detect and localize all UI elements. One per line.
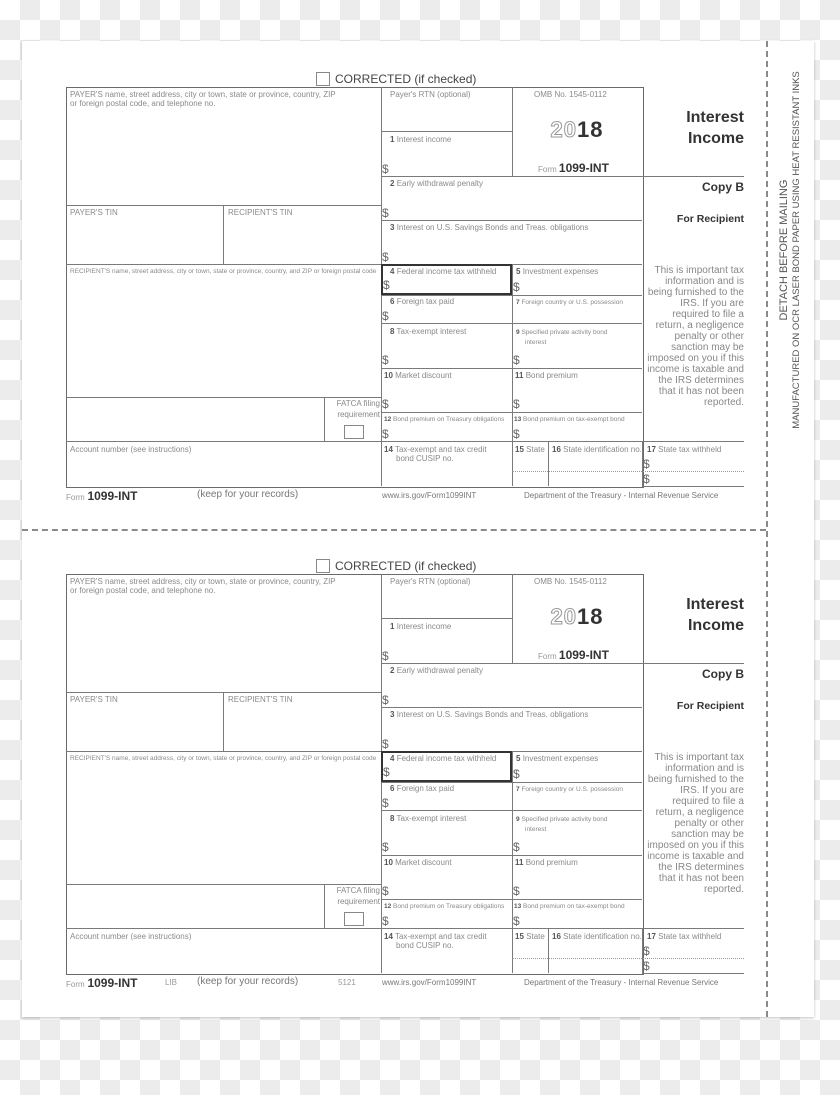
box11-bond-premium[interactable]: 11 Bond premium — [515, 371, 578, 380]
box17-state-tax[interactable]: 17 State tax withheld — [647, 932, 722, 941]
footer-keep-note: (keep for your records) — [197, 976, 299, 987]
box5-investment-expenses[interactable]: 5 Investment expenses — [516, 754, 599, 763]
box8-tax-exempt[interactable]: 8 Tax-exempt interest — [390, 327, 467, 336]
for-recipient-label: For Recipient — [676, 213, 744, 225]
footer-form-name: Form 1099-INT — [66, 489, 138, 503]
tax-year: 2018 — [550, 604, 604, 629]
form-copy-top: CORRECTED (if checked) PAYER'S name, street address, city or town, state or province, country, ZIP or foreign postal code, and telephone no. PAYER'S TIN RECIPIENT'S TIN RECIPIENT'S name, street address, city or town, state or province, country, and ZIP or foreign postal code FATCA filing requirement Account number (see instructions) Payer's RTN (optional) OMB No. 1545-0112 2018 Form 1099-INT Interest Income Copy B For Recipient This is important tax information and is being furnished to the IRS. If you are required to file a return, a negligence penalty or other sanction may be imposed on you if this income is taxable and the IRS determines that it has not been reported. 1 Interest income $ 2 Early withdrawal penalty $ 3 Interest on U.S. Savings Bonds and Treas. obligations $ 4 Federal income tax withheld $ 5 Investment expenses $ 6 Foreign tax paid $ 7 Foreign country or U.S. possession 8 Tax-exempt interest $ 9 Specified private activity bond interest $ 10 Market discount $ 11 Bond premium $ 12 Bond premium on Treasury obligations $ 13 Bond premium on tax-exempt bond $ 14 Tax-exempt and tax credit bond CUSIP no. 15 State 16 State identification no. 17 State tax withheld $ $ Form 1099-INT (keep for your records) www.irs.gov/Form1099INT Department of the Treasury - Internal Revenue Service — [66, 72, 744, 503]
fatca-checkbox[interactable] — [344, 912, 364, 926]
payer-rtn-field[interactable]: Payer's RTN (optional) — [390, 90, 471, 99]
recipient-name-field[interactable]: RECIPIENT'S name, street address, city or town, state or province, country, and ZIP or foreign postal code — [70, 268, 377, 275]
box4-federal-withheld[interactable]: 4 Federal income tax withheld — [390, 754, 497, 763]
form-name: Form 1099-INT — [538, 648, 609, 662]
payer-name-field[interactable]: PAYER'S name, street address, city or town, state or province, country, ZIP or foreign postal code, and telephone no. — [70, 90, 336, 108]
box3-savings-bonds[interactable]: 3 Interest on U.S. Savings Bonds and Treas. obligations — [390, 223, 589, 232]
box15-state[interactable]: 15 State — [515, 932, 545, 941]
box14-cusip[interactable]: 14 Tax-exempt and tax credit bond CUSIP no. — [384, 445, 487, 463]
copy-label: Copy B — [702, 667, 744, 681]
paper-notice: MANUFACTURED ON OCR LASER BOND PAPER USING HEAT RESISTANT INKS — [791, 71, 802, 429]
box16-state-id[interactable]: 16 State identification no. — [552, 445, 642, 454]
form-name: Form 1099-INT — [538, 161, 609, 175]
footer-code: LIB — [165, 978, 178, 987]
recipient-tin-field[interactable]: RECIPIENT'S TIN — [228, 695, 293, 704]
box13-bond-premium-tax-exempt[interactable]: 13 Bond premium on tax-exempt bond — [514, 903, 625, 910]
payer-rtn-field[interactable]: Payer's RTN (optional) — [390, 577, 471, 586]
checkbox-icon[interactable] — [316, 72, 330, 86]
corrected-label: CORRECTED (if checked) — [335, 72, 477, 86]
for-recipient-label: For Recipient — [676, 700, 744, 712]
box2-early-withdrawal[interactable]: 2 Early withdrawal penalty — [390, 666, 483, 675]
checkbox-icon[interactable] — [316, 559, 330, 573]
box1-interest-income[interactable]: 1 Interest income — [390, 622, 452, 631]
fatca-label: FATCA filing requirement — [336, 886, 380, 906]
tax-year: 2018 — [550, 117, 604, 142]
box16-state-id[interactable]: 16 State identification no. — [552, 932, 642, 941]
important-notice: This is important tax information and is being furnished to the IRS. If you are required to file a return, a negligence penalty or other sanction may be imposed on you if this income is taxable and the IRS determines that it has not been reported. — [647, 752, 744, 895]
box10-market-discount[interactable]: 10 Market discount — [384, 371, 452, 380]
payer-tin-field[interactable]: PAYER'S TIN — [70, 208, 118, 217]
box12-bond-premium-treasury[interactable]: 12 Bond premium on Treasury obligations — [384, 416, 505, 423]
copy-label: Copy B — [702, 180, 744, 194]
box2-early-withdrawal[interactable]: 2 Early withdrawal penalty — [390, 179, 483, 188]
footer-url[interactable]: www.irs.gov/Form1099INT — [382, 491, 477, 500]
fatca-checkbox[interactable] — [344, 425, 364, 439]
payer-tin-field[interactable]: PAYER'S TIN — [70, 695, 118, 704]
fatca-label: FATCA filing requirement — [336, 399, 380, 419]
box3-savings-bonds[interactable]: 3 Interest on U.S. Savings Bonds and Treas. obligations — [390, 710, 589, 719]
omb-number: OMB No. 1545-0112 — [534, 90, 607, 99]
box10-market-discount[interactable]: 10 Market discount — [384, 858, 452, 867]
form-title: Interest Income — [686, 109, 744, 147]
form-copy-bottom: CORRECTED (if checked) PAYER'S name, street address, city or town, state or province, country, ZIP or foreign postal code, and telephone no. PAYER'S TIN RECIPIENT'S TIN RECIPIENT'S name, street address, city or town, state or province, country, and ZIP or foreign postal code FATCA filing requirement Account number (see instructions) Payer's RTN (optional) OMB No. 1545-0112 2018 Form 1099-INT Interest Income Copy B For Recipient This is important tax information and is being furnished to the IRS. If you are required to file a return, a negligence penalty or other sanction may be imposed on you if this income is taxable and the IRS determines that it has not been reported. 1 Interest income $ 2 Early withdrawal penalty $ 3 Interest on U.S. Savings Bonds and Treas. obligations $ 4 Federal income tax withheld $ 5 Investment expenses $ 6 Foreign tax paid $ 7 Foreign country or U.S. possession 8 Tax-exempt interest $ 9 Specified private activity bond interest $ 10 Market discount $ 11 Bond premium $ 12 Bond premium on Treasury obligations $ 13 Bond premium on tax-exempt bond $ 14 Tax-exempt and tax credit bond CUSIP no. 15 State 16 State identification no. 17 State tax withheld $ $ Form 1099-INT LIB (keep for your records) 5121 www.irs.gov/Form1099INT Department of the Treasury - Internal Revenue Service — [66, 559, 744, 990]
corrected-label: CORRECTED (if checked) — [335, 559, 477, 573]
form-title: Interest Income — [686, 596, 744, 634]
box6-foreign-tax[interactable]: 6 Foreign tax paid — [390, 784, 455, 793]
footer-keep-note: (keep for your records) — [197, 489, 299, 500]
box7-foreign-country[interactable]: 7 Foreign country or U.S. possession — [516, 786, 623, 793]
recipient-tin-field[interactable]: RECIPIENT'S TIN — [228, 208, 293, 217]
box13-bond-premium-tax-exempt[interactable]: 13 Bond premium on tax-exempt bond — [514, 416, 625, 423]
box11-bond-premium[interactable]: 11 Bond premium — [515, 858, 578, 867]
corrected-checkbox[interactable] — [316, 559, 476, 573]
payer-name-field[interactable]: PAYER'S name, street address, city or town, state or province, country, ZIP or foreign postal code, and telephone no. — [70, 577, 336, 595]
corrected-checkbox[interactable] — [316, 72, 476, 86]
box1-interest-income[interactable]: 1 Interest income — [390, 135, 452, 144]
detach-notice: DETACH BEFORE MAILING — [778, 179, 790, 321]
footer-dept: Department of the Treasury - Internal Revenue Service — [524, 978, 719, 987]
account-number-field[interactable]: Account number (see instructions) — [70, 445, 192, 454]
box9-private-activity-bond[interactable]: 9 Specified private activity bond interest — [516, 329, 608, 346]
box4-federal-withheld[interactable]: 4 Federal income tax withheld — [390, 267, 497, 276]
box6-foreign-tax[interactable]: 6 Foreign tax paid — [390, 297, 455, 306]
footer-dept: Department of the Treasury - Internal Revenue Service — [524, 491, 719, 500]
box17-state-tax[interactable]: 17 State tax withheld — [647, 445, 722, 454]
omb-number: OMB No. 1545-0112 — [534, 577, 607, 586]
footer-form-name: Form 1099-INT — [66, 976, 138, 990]
recipient-name-field[interactable]: RECIPIENT'S name, street address, city or town, state or province, country, and ZIP or foreign postal code — [70, 755, 377, 762]
box15-state[interactable]: 15 State — [515, 445, 545, 454]
box12-bond-premium-treasury[interactable]: 12 Bond premium on Treasury obligations — [384, 903, 505, 910]
footer-number: 5121 — [338, 978, 356, 987]
important-notice: This is important tax information and is being furnished to the IRS. If you are required to file a return, a negligence penalty or other sanction may be imposed on you if this income is taxable and the IRS determines that it has not been reported. — [647, 265, 744, 408]
box9-private-activity-bond[interactable]: 9 Specified private activity bond interest — [516, 816, 608, 833]
box5-investment-expenses[interactable]: 5 Investment expenses — [516, 267, 599, 276]
box14-cusip[interactable]: 14 Tax-exempt and tax credit bond CUSIP no. — [384, 932, 487, 950]
box8-tax-exempt[interactable]: 8 Tax-exempt interest — [390, 814, 467, 823]
box7-foreign-country[interactable]: 7 Foreign country or U.S. possession — [516, 299, 623, 306]
footer-url[interactable]: www.irs.gov/Form1099INT — [382, 978, 477, 987]
account-number-field[interactable]: Account number (see instructions) — [70, 932, 192, 941]
